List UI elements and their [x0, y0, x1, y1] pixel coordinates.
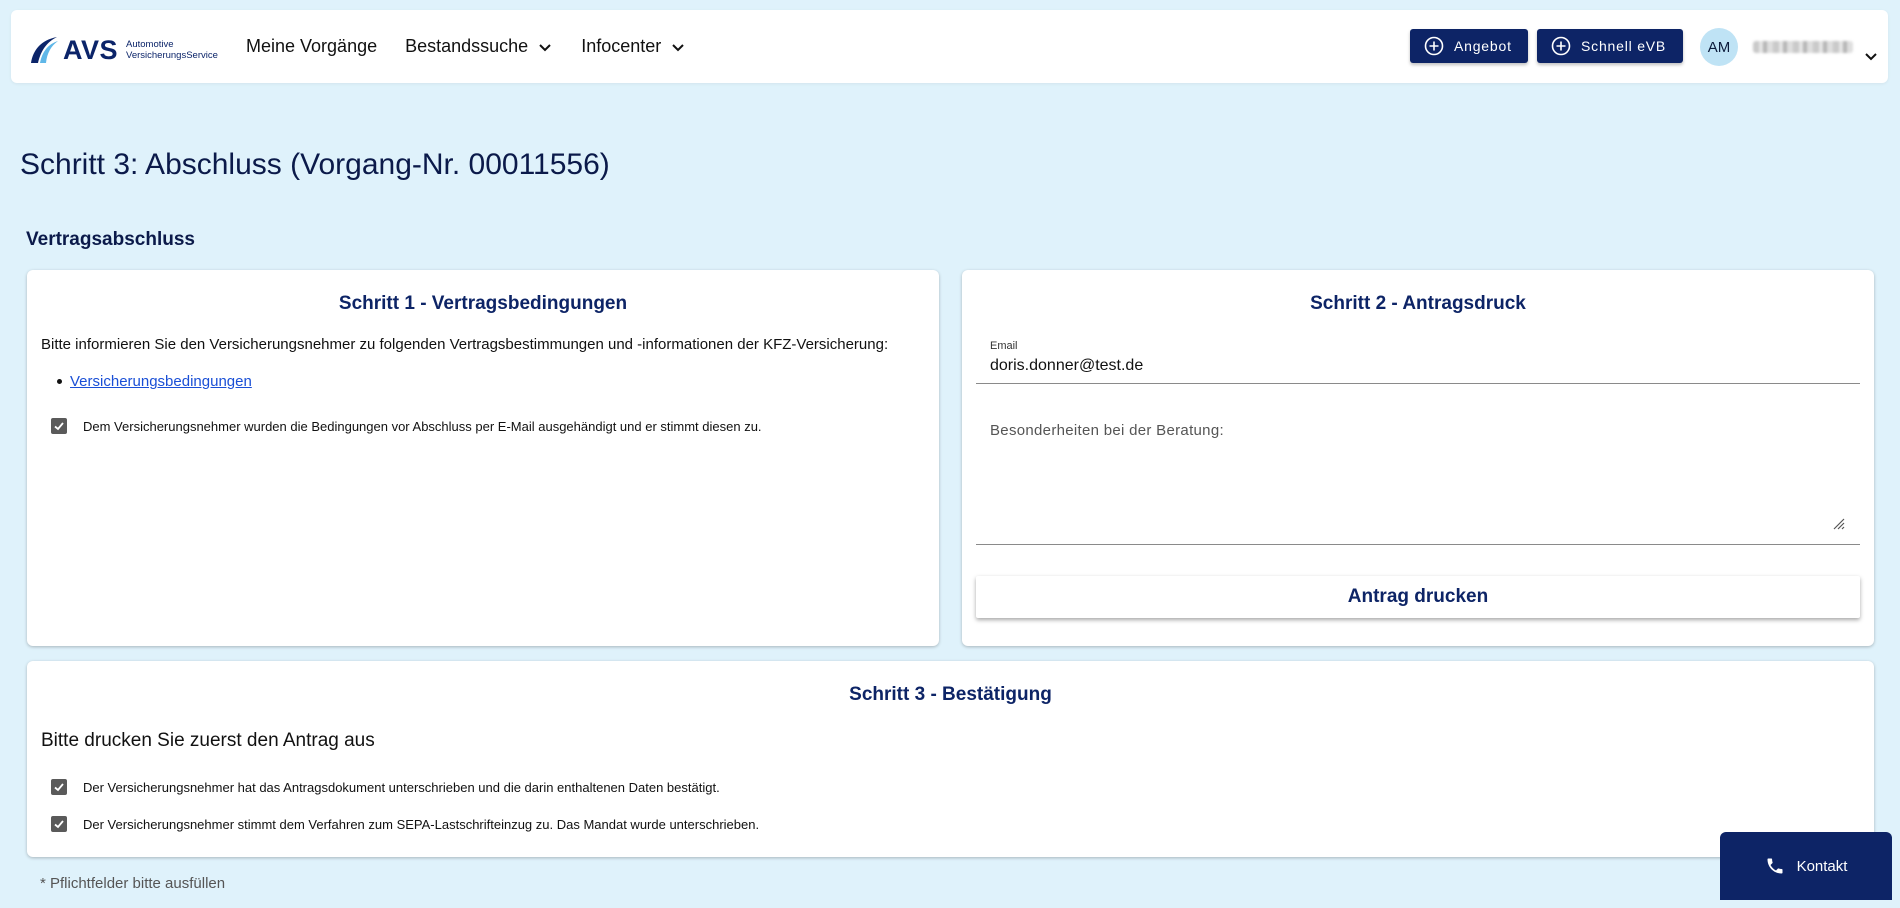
- nav-label: Bestandssuche: [405, 36, 529, 56]
- textarea-underline: [976, 544, 1860, 545]
- schnell-evb-button[interactable]: [1537, 29, 1683, 63]
- email-value[interactable]: doris.donner@test.de: [990, 357, 1144, 374]
- avs-swoosh-icon: [29, 36, 59, 64]
- nav-label: Infocenter: [581, 36, 662, 56]
- card-title: Schritt 2 - Antragsdruck: [1310, 293, 1526, 314]
- checkmark-icon: [53, 818, 65, 830]
- main-nav: [246, 10, 714, 83]
- terms-checkbox-row[interactable]: [51, 418, 762, 434]
- chevron-down-icon: [670, 39, 686, 55]
- card-title: Schritt 3 - Bestätigung: [849, 684, 1052, 705]
- checkbox-label: Dem Versicherungsnehmer wurden die Bedingungen vor Abschluss per E-Mail ausgehändigt und er stimmt diesen zu.: [83, 418, 762, 434]
- card-title: Schritt 1 - Vertragsbedingungen: [338, 293, 628, 314]
- kontakt-label: Kontakt: [1796, 857, 1848, 875]
- checkmark-icon: [53, 420, 65, 432]
- add-circle-icon: [1551, 36, 1571, 56]
- card-vertragsbedingungen: [27, 270, 939, 646]
- kontakt-button[interactable]: [1720, 832, 1892, 900]
- section-title: Vertragsabschluss: [26, 229, 195, 250]
- avs-logo[interactable]: [29, 30, 218, 70]
- card-antragsdruck: [962, 270, 1874, 646]
- info-text: Bitte informieren Sie den Versicherungsnehmer zu folgenden Vertragsbestimmungen und -informationen der KFZ-Versicherung:: [41, 336, 889, 353]
- email-label: Email: [990, 340, 1018, 352]
- checkbox-label: Der Versicherungsnehmer hat das Antragsdokument unterschrieben und die darin enthaltenen Daten bestätigt.: [83, 779, 720, 795]
- sepa-checkbox-row[interactable]: [51, 816, 759, 832]
- avatar[interactable]: AM: [1700, 28, 1738, 66]
- nav-meine-vorgaenge[interactable]: [246, 36, 377, 57]
- nav-bestandssuche[interactable]: [405, 36, 553, 57]
- chevron-down-icon: [537, 39, 553, 55]
- top-header: [11, 10, 1888, 83]
- textarea-label: Besonderheiten bei der Beratung:: [990, 422, 1224, 439]
- versicherungsbedingungen-link[interactable]: Versicherungsbedingungen: [70, 373, 252, 390]
- resize-handle-icon[interactable]: [1831, 516, 1845, 530]
- page-title: Schritt 3: Abschluss (Vorgang-Nr. 00011556): [20, 148, 610, 181]
- antrag-drucken-button[interactable]: Antrag drucken: [976, 576, 1860, 618]
- checkmark-icon: [53, 781, 65, 793]
- user-name-blurred[interactable]: [1753, 41, 1853, 53]
- nav-label: Meine Vorgänge: [246, 36, 378, 56]
- angebot-label: Angebot: [1454, 38, 1512, 54]
- email-underline: [976, 383, 1860, 384]
- add-circle-icon: [1424, 36, 1444, 56]
- logo-sub-line-1: Automotive: [126, 39, 174, 50]
- nav-infocenter[interactable]: [581, 36, 686, 57]
- required-fields-note: * Pflichtfelder bitte ausfüllen: [40, 875, 226, 892]
- logo-wordmark: AVS: [63, 34, 119, 65]
- bullet-icon: [57, 379, 62, 384]
- checkbox-checked[interactable]: [51, 816, 67, 832]
- card-bestaetigung: [27, 661, 1874, 857]
- signature-checkbox-row[interactable]: [51, 779, 720, 795]
- logo-sub-line-2: VersicherungsService: [126, 50, 218, 61]
- schnell-evb-label: Schnell eVB: [1581, 38, 1667, 54]
- logo-subtitle: [126, 39, 218, 61]
- checkbox-label: Der Versicherungsnehmer stimmt dem Verfahren zum SEPA-Lastschrifteinzug zu. Das Mandat wurde unterschrieben.: [83, 816, 760, 832]
- chevron-down-icon[interactable]: [1863, 48, 1879, 64]
- checkbox-checked[interactable]: [51, 779, 67, 795]
- phone-icon: [1765, 856, 1785, 876]
- checkbox-checked[interactable]: [51, 418, 67, 434]
- angebot-button[interactable]: [1410, 29, 1528, 63]
- list-item: [57, 373, 252, 390]
- print-first-note: Bitte drucken Sie zuerst den Antrag aus: [41, 730, 375, 751]
